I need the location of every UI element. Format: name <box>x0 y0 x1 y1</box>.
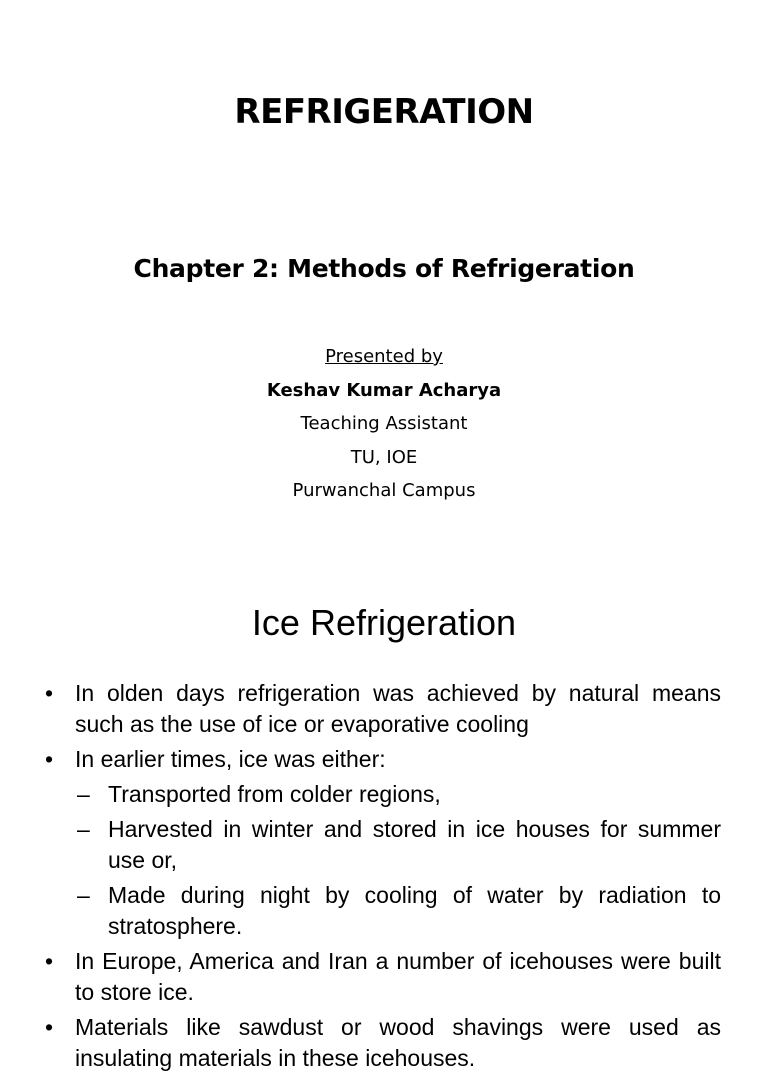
presenter-credits <box>0 340 768 508</box>
bullet-text: Materials like sawdust or wood shavings were used as insulating materials in these icehouses. <box>75 1014 721 1071</box>
bullet-marker: • <box>45 1014 54 1040</box>
sub-list-item <box>45 779 721 810</box>
bullet-marker: • <box>45 746 54 772</box>
list-item <box>45 678 721 740</box>
bullet-text: In earlier times, ice was either: <box>75 746 386 772</box>
dash-marker: – <box>77 781 90 807</box>
chapter-subtitle: Chapter 2: Methods of Refrigeration <box>133 254 635 283</box>
bullet-text: In olden days refrigeration was achieved by natural means such as the use of ice or evaporative cooling <box>75 680 721 737</box>
sub-list-item <box>45 880 721 942</box>
bullet-list <box>45 678 721 1078</box>
presented-by-label: Presented by <box>325 346 443 367</box>
presenter-campus: Purwanchal Campus <box>292 480 476 501</box>
presenter-institution: TU, IOE <box>350 446 418 468</box>
ice-refrigeration-slide <box>0 560 768 1071</box>
slide-title: Ice Refrigeration <box>251 602 517 643</box>
list-item <box>45 1012 721 1074</box>
bullet-text: Harvested in winter and stored in ice houses for summer use or, <box>108 816 721 873</box>
slide-title: REFRIGERATION <box>234 92 534 132</box>
bullet-text: In Europe, America and Iran a number of icehouses were built to store ice. <box>75 948 721 1005</box>
bullet-marker: • <box>45 948 54 974</box>
dash-marker: – <box>77 816 90 842</box>
bullet-text: Transported from colder regions, <box>108 781 441 807</box>
list-item <box>45 744 721 775</box>
dash-marker: – <box>77 882 90 908</box>
bullet-text: Made during night by cooling of water by radiation to stratosphere. <box>108 882 721 939</box>
presenter-role: Teaching Assistant <box>300 413 468 434</box>
sub-list-item <box>45 814 721 876</box>
presenter-name: Keshav Kumar Acharya <box>266 379 502 401</box>
list-item <box>45 946 721 1008</box>
bullet-marker: • <box>45 680 54 706</box>
